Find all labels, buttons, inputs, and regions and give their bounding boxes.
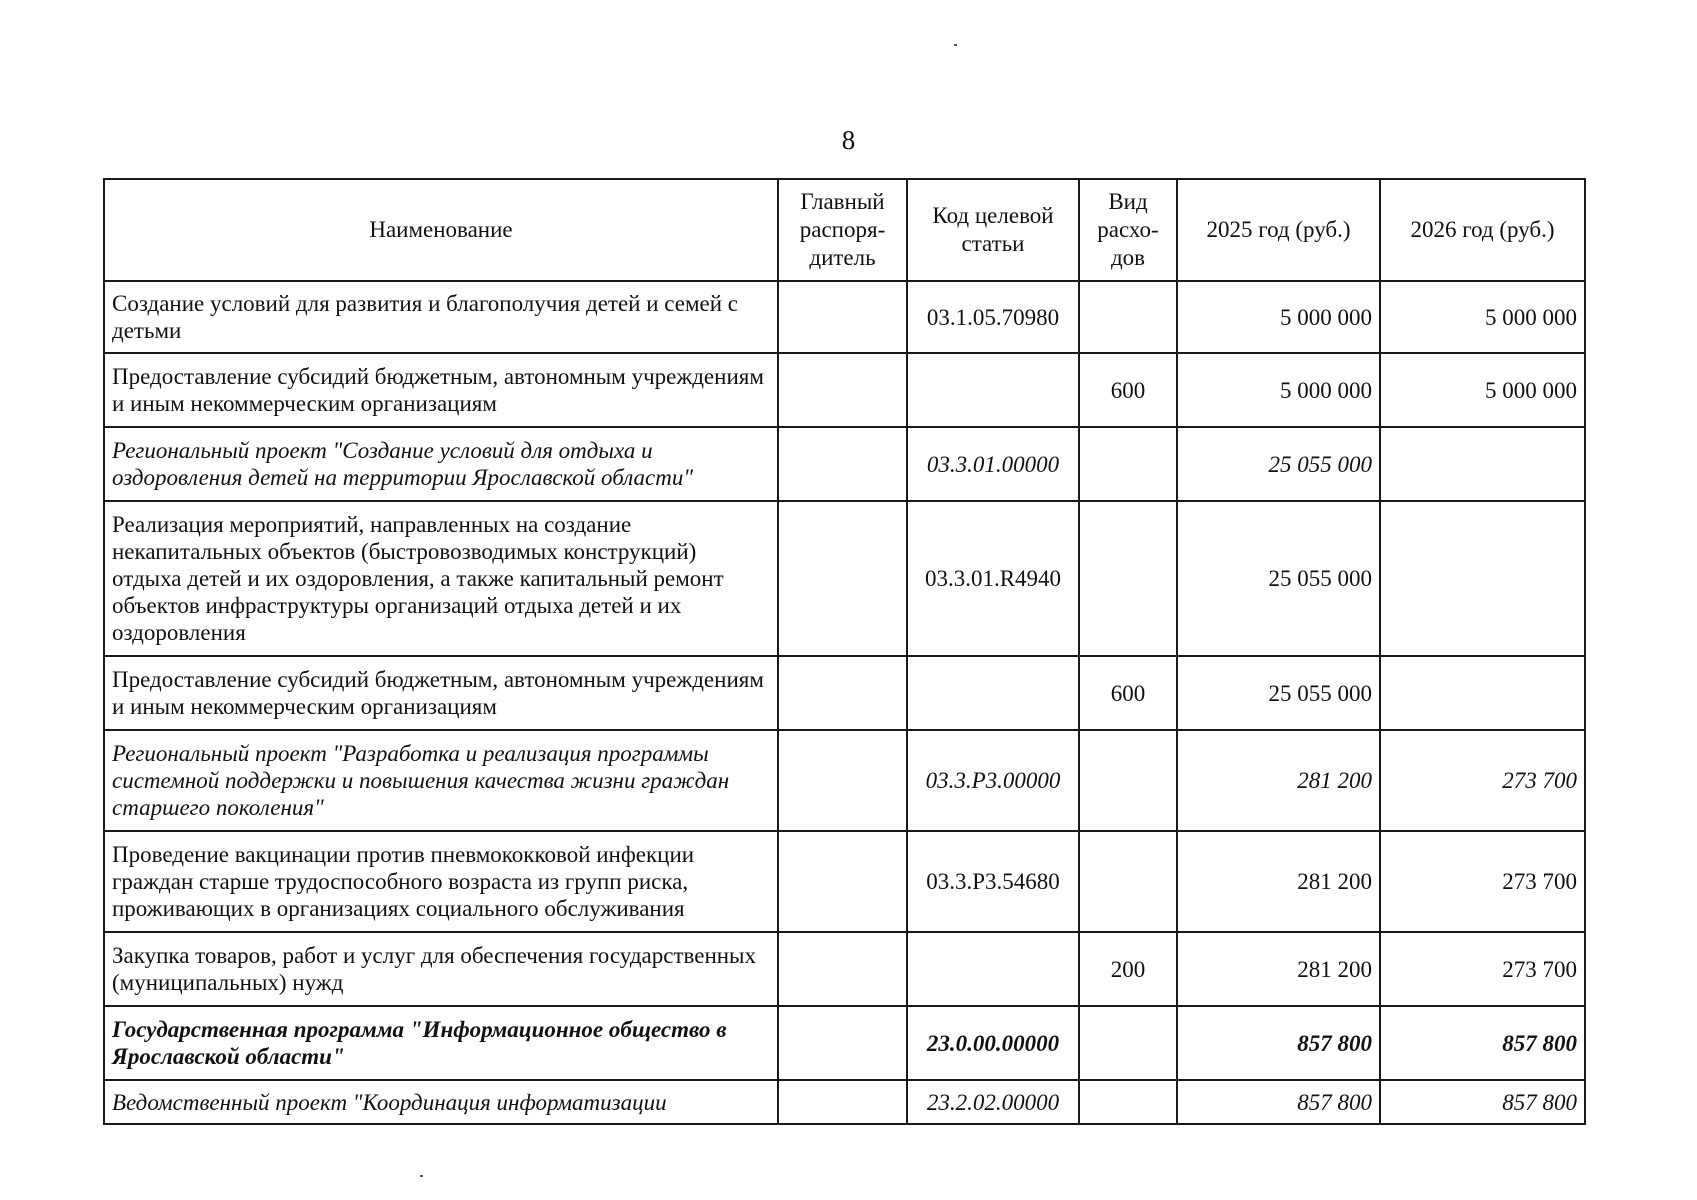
- row-expense-type: [1079, 1006, 1177, 1080]
- row-expense-type: [1079, 427, 1177, 501]
- row-manager: [778, 730, 907, 831]
- row-amount-2026: 273 700: [1380, 831, 1585, 932]
- row-manager: [778, 656, 907, 730]
- header-main-manager: Главный распоря-дитель: [778, 179, 907, 281]
- row-name: Предоставление субсидий бюджетным, автономным учреждениям и иным некоммерческим организациям: [104, 353, 778, 427]
- table-row: [104, 656, 1585, 730]
- row-amount-2026: 857 800: [1380, 1080, 1585, 1124]
- header-year-2025: 2025 год (руб.): [1177, 179, 1380, 281]
- row-manager: [778, 281, 907, 353]
- page-number: 8: [841, 125, 856, 155]
- row-name: Предоставление субсидий бюджетным, автономным учреждениям и иным некоммерческим организациям: [104, 656, 778, 730]
- row-manager: [778, 932, 907, 1006]
- header-year-2026: 2026 год (руб.): [1380, 179, 1585, 281]
- row-code: 23.0.00.00000: [907, 1006, 1079, 1080]
- table-row: [104, 501, 1585, 656]
- table-row: [104, 427, 1585, 501]
- row-expense-type: [1079, 831, 1177, 932]
- row-amount-2025: 857 800: [1177, 1006, 1380, 1080]
- row-expense-type: 600: [1079, 656, 1177, 730]
- row-amount-2025: 281 200: [1177, 932, 1380, 1006]
- header-name: Наименование: [104, 179, 778, 281]
- row-expense-type: 600: [1079, 353, 1177, 427]
- row-code: 03.1.05.70980: [907, 281, 1079, 353]
- budget-table: [103, 178, 1586, 1125]
- row-expense-type: [1079, 1080, 1177, 1124]
- row-code: 03.3.01.00000: [907, 427, 1079, 501]
- row-code: 03.3.P3.54680: [907, 831, 1079, 932]
- row-name: Создание условий для развития и благополучия детей и семей с детьми: [104, 281, 778, 353]
- table-row: [104, 831, 1585, 932]
- row-manager: [778, 1080, 907, 1124]
- table-row: [104, 1080, 1585, 1124]
- row-expense-type: [1079, 730, 1177, 831]
- row-amount-2026: [1380, 427, 1585, 501]
- row-amount-2025: 5 000 000: [1177, 353, 1380, 427]
- row-amount-2026: 5 000 000: [1380, 353, 1585, 427]
- table-row: [104, 281, 1585, 353]
- scan-speck: [954, 44, 957, 46]
- row-amount-2025: 25 055 000: [1177, 656, 1380, 730]
- row-name: Ведомственный проект "Координация информатизации: [104, 1080, 778, 1124]
- row-name: Государственная программа "Информационное общество в Ярославской области": [104, 1006, 778, 1080]
- row-amount-2026: 857 800: [1380, 1006, 1585, 1080]
- row-expense-type: 200: [1079, 932, 1177, 1006]
- row-name: Региональный проект "Разработка и реализация программы системной поддержки и повышения качества жизни граждан старшего поколения": [104, 730, 778, 831]
- row-name: Проведение вакцинации против пневмококковой инфекции граждан старше трудоспособного возраста из групп риска, проживающих в организациях социального обслуживания: [104, 831, 778, 932]
- row-name: Закупка товаров, работ и услуг для обеспечения государственных (муниципальных) нужд: [104, 932, 778, 1006]
- row-expense-type: [1079, 281, 1177, 353]
- row-code: 03.3.01.R4940: [907, 501, 1079, 656]
- row-amount-2026: [1380, 656, 1585, 730]
- row-manager: [778, 427, 907, 501]
- row-code: [907, 656, 1079, 730]
- row-amount-2026: 273 700: [1380, 730, 1585, 831]
- table-row: [104, 353, 1585, 427]
- row-amount-2025: 281 200: [1177, 730, 1380, 831]
- row-manager: [778, 501, 907, 656]
- row-code: 23.2.02.00000: [907, 1080, 1079, 1124]
- header-target-code: Код целевой статьи: [907, 179, 1079, 281]
- table-row: [104, 1006, 1585, 1080]
- row-amount-2025: 857 800: [1177, 1080, 1380, 1124]
- header-expense-type: Вид расхо-дов: [1079, 179, 1177, 281]
- scan-speck: [420, 1175, 423, 1177]
- row-amount-2026: 5 000 000: [1380, 281, 1585, 353]
- row-amount-2025: 25 055 000: [1177, 501, 1380, 656]
- table-header-row: [104, 179, 1585, 281]
- row-name: Реализация мероприятий, направленных на создание некапитальных объектов (быстровозводимых конструкций) отдыха детей и их оздоровления, а также капитальный ремонт объектов инфраструктуры организаций отдыха детей и их оздоровления: [104, 501, 778, 656]
- row-amount-2025: 5 000 000: [1177, 281, 1380, 353]
- row-code: [907, 353, 1079, 427]
- row-code: 03.3.P3.00000: [907, 730, 1079, 831]
- table-row: [104, 730, 1585, 831]
- row-code: [907, 932, 1079, 1006]
- table-row: [104, 932, 1585, 1006]
- row-expense-type: [1079, 501, 1177, 656]
- row-manager: [778, 831, 907, 932]
- row-amount-2025: 25 055 000: [1177, 427, 1380, 501]
- row-manager: [778, 1006, 907, 1080]
- row-amount-2025: 281 200: [1177, 831, 1380, 932]
- row-name: Региональный проект "Создание условий для отдыха и оздоровления детей на территории Ярославской области": [104, 427, 778, 501]
- row-manager: [778, 353, 907, 427]
- row-amount-2026: [1380, 501, 1585, 656]
- row-amount-2026: 273 700: [1380, 932, 1585, 1006]
